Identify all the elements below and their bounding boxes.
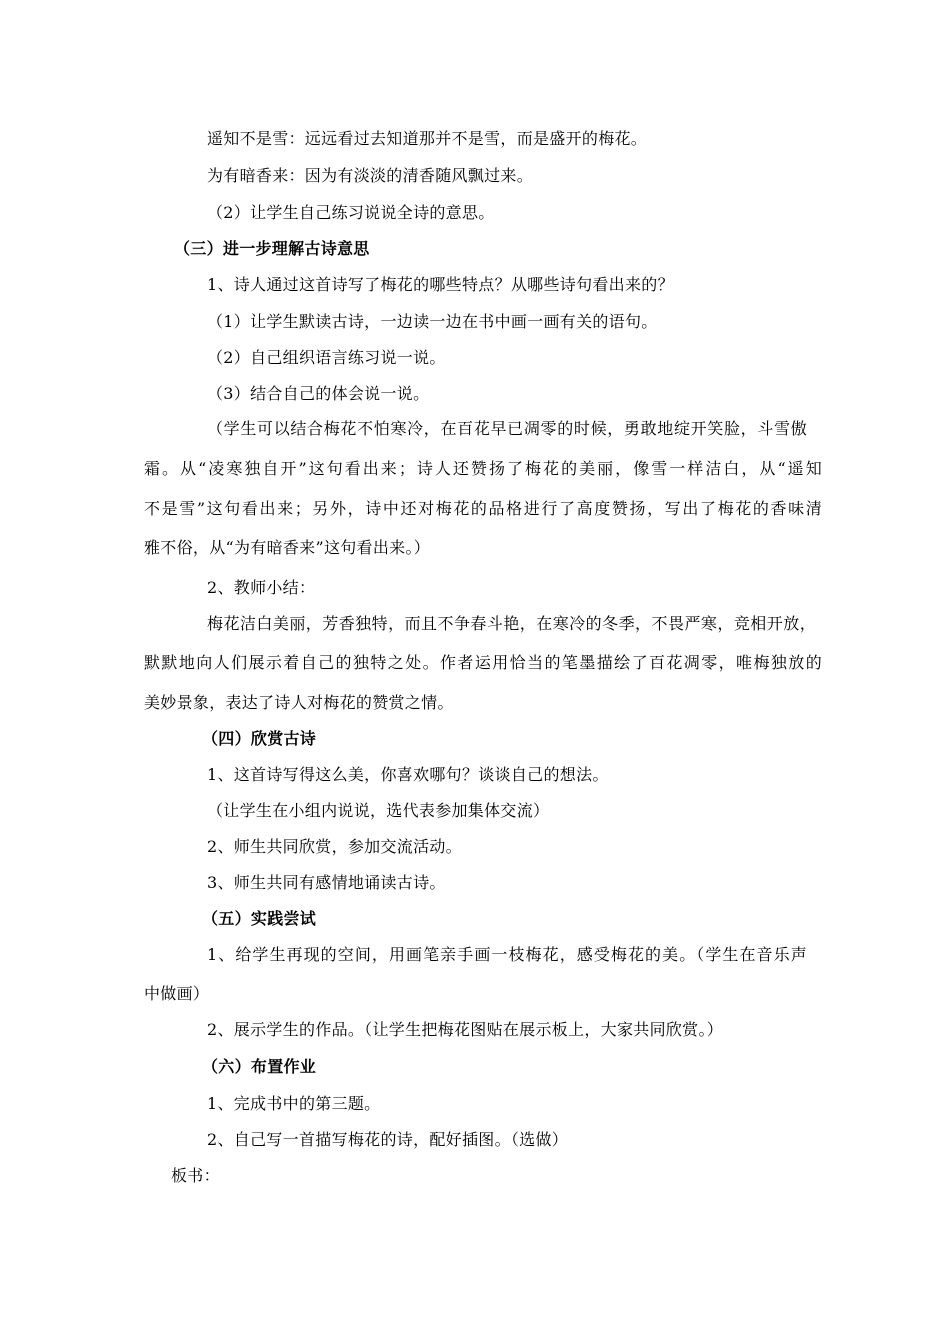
text-line: 中做画）: [144, 984, 210, 1003]
text-line: （让学生在小组内说说，选代表参加集体交流）: [207, 801, 550, 820]
text-line: 1、诗人通过这首诗写了梅花的哪些特点？从哪些诗句看出来的？: [207, 275, 674, 294]
section-heading: （六）布置作业: [202, 1057, 317, 1076]
section-heading: （五）实践尝试: [202, 909, 317, 928]
text-line: （3）结合自己的体会说一说。: [207, 384, 430, 403]
text-line: （2）自己组织语言练习说一说。: [207, 348, 446, 367]
section-heading: （三）进一步理解古诗意思: [174, 239, 370, 258]
text-line: 1、给学生再现的空间，用画笔亲手画一枝梅花，感受梅花的美。（学生在音乐声: [207, 945, 807, 964]
text-line: 2、师生共同欣赏，参加交流活动。: [207, 837, 462, 856]
text-line: 2、自己写一首描写梅花的诗，配好插图。（选做）: [207, 1130, 569, 1149]
text-line: （1）让学生默读古诗，一边读一边在书中画一画有关的语句。: [207, 312, 658, 331]
section-heading: （四）欣赏古诗: [202, 729, 317, 748]
text-line: 雅不俗，从“为有暗香来”这句看出来。）: [144, 538, 431, 557]
text-line: 美妙景象，表达了诗人对梅花的赞赏之情。: [144, 693, 454, 712]
text-line: （学生可以结合梅花不怕寒冷，在百花早已凋零的时候，勇敢地绽开笑脸，斗雪傲: [207, 419, 807, 438]
text-line: 1、完成书中的第三题。: [207, 1094, 381, 1113]
text-line: 2、展示学生的作品。（让学生把梅花图贴在展示板上，大家共同欣赏。）: [207, 1020, 724, 1039]
text-line: 3、师生共同有感情地诵读古诗。: [207, 873, 446, 892]
text-line: 遥知不是雪：远远看过去知道那并不是雪，而是盛开的梅花。: [207, 129, 648, 148]
text-line: （2）让学生自己练习说说全诗的意思。: [207, 203, 495, 222]
text-line: 板书：: [171, 1166, 220, 1185]
text-line: 梅花洁白美丽，芳香独特，而且不争春斗艳，在寒冷的冬季，不畏严寒，竞相开放，: [207, 614, 816, 633]
text-line: 不是雪”这句看出来；另外，诗中还对梅花的品格进行了高度赞扬，写出了梅花的香味清: [144, 499, 822, 518]
text-line: 2、教师小结：: [207, 578, 316, 597]
text-line: 1、这首诗写得这么美，你喜欢哪句？谈谈自己的想法。: [207, 765, 609, 784]
text-line: 默默地向人们展示着自己的独特之处。作者运用恰当的笔墨描绘了百花凋零，唯梅独放的: [144, 653, 822, 672]
text-line: 霜。从“凌寒独自开”这句看出来；诗人还赞扬了梅花的美丽，像雪一样洁白，从“遥知: [144, 459, 822, 478]
text-line: 为有暗香来：因为有淡淡的清香随风飘过来。: [207, 166, 534, 185]
